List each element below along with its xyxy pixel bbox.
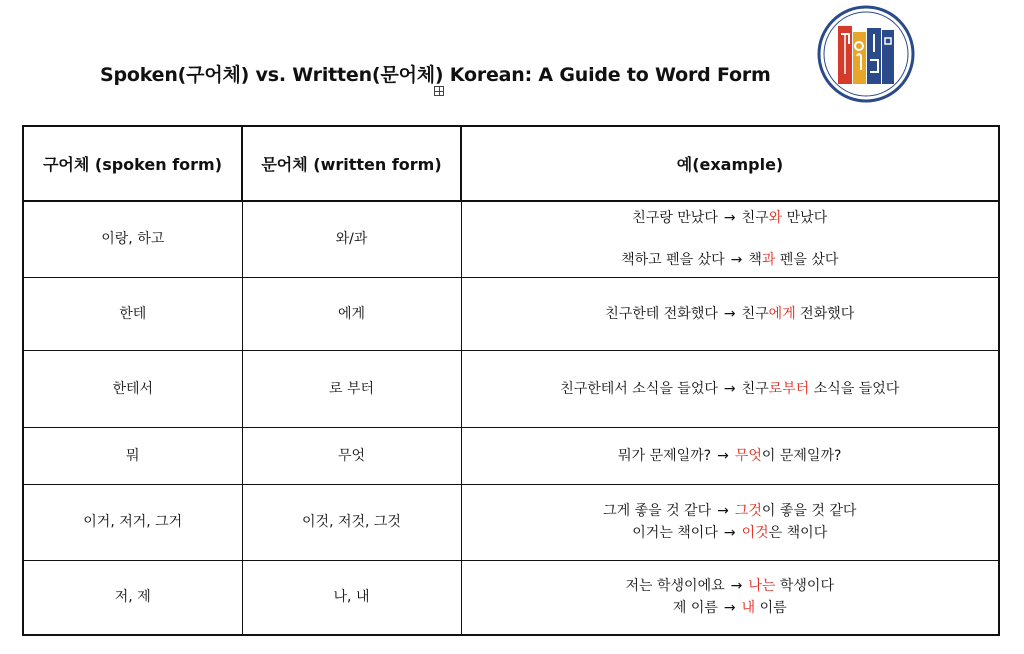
spoken-cell: 한테 (23, 277, 242, 350)
arrow-icon: → (717, 447, 729, 464)
table-row (23, 560, 999, 635)
example-line: 그게 좋을 것 같다 → 그것이 좋을 것 같다 (603, 503, 857, 519)
table-row (23, 484, 999, 560)
table-row (23, 201, 999, 277)
arrow-icon: → (723, 305, 736, 322)
example-line: 친구한테 전화했다 → 친구에게 전화했다 (605, 305, 855, 322)
word-form-table (22, 125, 1000, 636)
written-cell: 이것, 저것, 그것 (242, 484, 461, 560)
spoken-cell: 뭐 (23, 427, 242, 484)
written-cell: 로 부터 (242, 350, 461, 427)
written-cell: 무엇 (242, 427, 461, 484)
highlighted-word: 무엇 (734, 447, 762, 464)
arrow-icon: → (717, 503, 729, 519)
highlighted-word: 그것 (734, 503, 762, 519)
example-cell (461, 201, 999, 277)
example-cell (461, 350, 999, 427)
example-cell (461, 427, 999, 484)
page-title: Spoken(구어체) vs. Written(문어체) Korean: A Guide to Word Form (100, 64, 771, 86)
spoken-cell: 이랑, 하고 (23, 201, 242, 277)
header-example: 예(example) (461, 126, 999, 201)
example-cell (461, 560, 999, 635)
highlighted-word: 에게 (768, 305, 796, 322)
written-cell: 나, 내 (242, 560, 461, 635)
table-row (23, 427, 999, 484)
arrow-icon: → (723, 380, 736, 397)
example-line: 이거는 책이다 → 이것은 책이다 (632, 525, 828, 541)
example-line: 저는 학생이에요 → 나는 학생이다 (625, 578, 834, 595)
written-cell: 에게 (242, 277, 461, 350)
spoken-cell: 저, 제 (23, 560, 242, 635)
header-spoken-form: 구어체 (spoken form) (23, 126, 242, 201)
arrow-icon: → (723, 600, 736, 617)
example-line: 친구한테서 소식을 들었다 → 친구로부터 소식을 들었다 (560, 380, 900, 397)
highlighted-word: 나는 (748, 578, 776, 595)
arrow-icon: → (723, 525, 736, 541)
highlighted-word: 이것 (741, 525, 769, 541)
example-line: 뭐가 문제일까? → 무엇이 문제일까? (618, 447, 842, 464)
table-move-handle-icon[interactable] (434, 86, 444, 96)
table-row (23, 350, 999, 427)
spoken-cell: 이거, 저거, 그거 (23, 484, 242, 560)
highlighted-word: 로부터 (768, 380, 810, 397)
example-line: 책하고 펜을 샀다 → 책과 펜을 샀다 (621, 252, 839, 269)
written-cell: 와/과 (242, 201, 461, 277)
highlighted-word: 과 (761, 252, 776, 269)
logo (816, 4, 916, 104)
arrow-icon: → (730, 578, 743, 595)
example-line: 친구랑 만났다 → 친구와 만났다 (632, 210, 828, 227)
arrow-icon: → (730, 252, 743, 269)
spoken-cell: 한테서 (23, 350, 242, 427)
header-written-form: 문어체 (written form) (242, 126, 461, 201)
logo-emblem-icon (816, 4, 916, 104)
highlighted-word: 내 (741, 600, 756, 617)
example-cell (461, 484, 999, 560)
example-cell (461, 277, 999, 350)
arrow-icon: → (723, 210, 736, 227)
highlighted-word: 와 (768, 210, 783, 227)
table-header-row (23, 126, 999, 201)
table-row (23, 277, 999, 350)
example-line: 제 이름 → 내 이름 (672, 600, 787, 617)
